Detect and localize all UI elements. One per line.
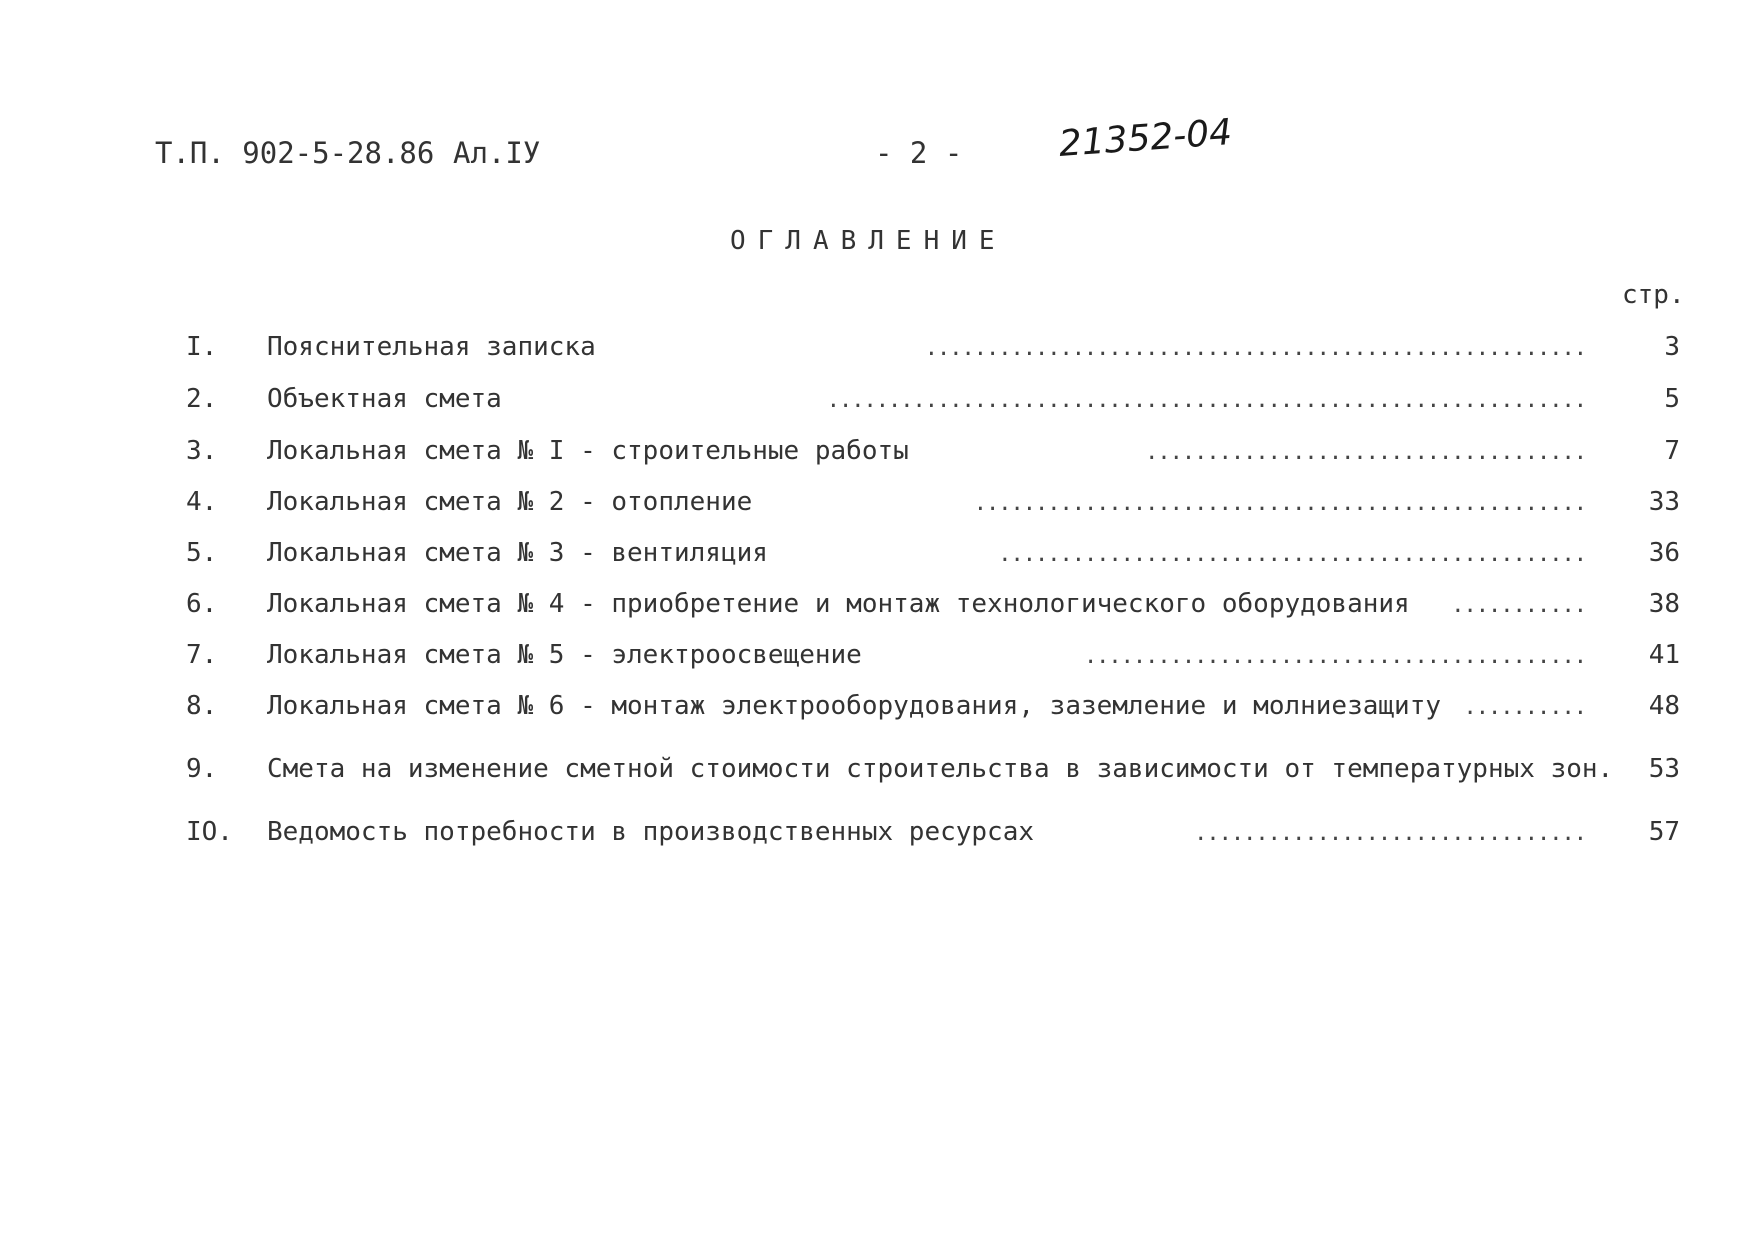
toc-item-page: 41 [1648,640,1680,670]
toc-item [180,436,1680,476]
toc-item-number: 5. [186,538,218,568]
toc-item-title: Смета на изменение сметной стоимости строительства в зависимости от температурных зон. [267,754,1614,784]
toc-item-number: IO. [186,817,233,847]
toc-item-leader: .............................................................. [826,388,1586,413]
page-column-label: стр. [1622,280,1685,310]
toc-item-page: 5 [1664,384,1680,414]
document-code: Т.П. 902-5-28.86 [155,136,435,170]
toc-item-leader: .................................... [1145,440,1586,465]
toc-item-leader: ........... [1451,593,1586,618]
page-number: - 2 - [875,136,963,170]
toc-item-title: Локальная смета № 3 - вентиляция [267,538,768,568]
document-header [155,111,1555,182]
toc-item-page: 57 [1648,817,1680,847]
toc-item-number: 7. [186,640,218,670]
toc-item-page: 7 [1664,436,1680,466]
toc-item [180,640,1680,680]
toc-item-page: 53 [1648,754,1680,784]
toc-item-leader: ...................................................... [924,336,1586,361]
toc-item-title: Локальная смета № 6 - монтаж электрооборудования, заземление и молниезащиту [267,691,1441,721]
toc-item-page: 36 [1648,538,1680,568]
toc-item-number: 3. [186,436,218,466]
toc-item-number: 2. [186,384,218,414]
toc-item-title: Пояснительная записка [267,332,596,362]
handwritten-inventory-number: 21352-04 [1057,111,1234,165]
toc-item-page: 48 [1648,691,1680,721]
toc-item [180,384,1680,424]
toc-item-page: 38 [1648,589,1680,619]
toc-item [180,538,1680,578]
toc-item [180,332,1680,372]
toc-item [180,487,1680,527]
toc-item-title: Локальная смета № 4 - приобретение и монтаж технологического оборудования [267,589,1410,619]
toc-item-number: I. [186,332,218,362]
toc-title: ОГЛАВЛЕНИЕ [730,226,1007,256]
album-number: Ал.IУ [453,136,541,170]
toc-item-leader: ................................ [1194,821,1586,846]
toc-item [180,754,1680,794]
toc-item-number: 8. [186,691,218,721]
toc-item-title: Объектная смета [267,384,502,414]
toc-item-leader: ......................................... [1083,644,1586,669]
toc-item [180,589,1680,629]
toc-item-title: Локальная смета № 5 - электроосвещение [267,640,862,670]
toc-item-leader: ................................................ [998,542,1586,567]
toc-item-leader: .......... [1463,695,1586,720]
toc-item [180,691,1680,731]
toc-item-title: Ведомость потребности в производственных ресурсах [267,817,1035,847]
toc-item-leader: .................................................. [973,491,1586,516]
toc-item-number: 6. [186,589,218,619]
toc-item-number: 9. [186,754,218,784]
toc-item-title: Локальная смета № 2 - отопление [267,487,753,517]
toc-item-title: Локальная смета № I - строительные работы [267,436,909,466]
toc-item-page: 3 [1664,332,1680,362]
toc-item-number: 4. [186,487,218,517]
toc-item [180,817,1680,857]
toc-item-page: 33 [1648,487,1680,517]
